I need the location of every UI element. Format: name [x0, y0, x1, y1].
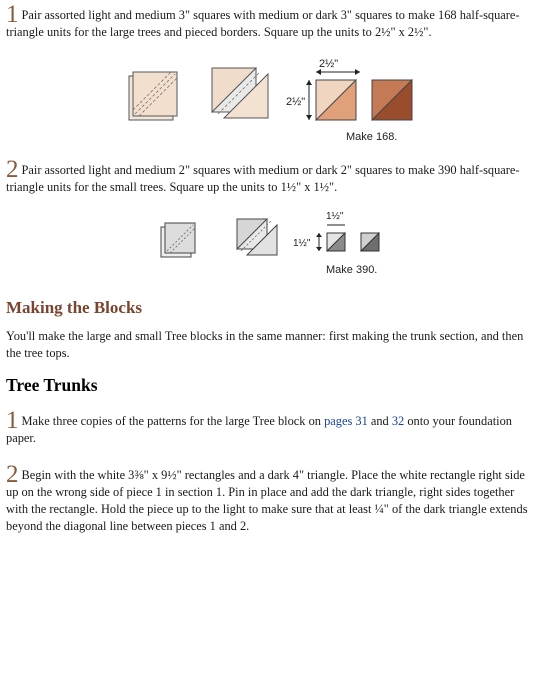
step-number: 1	[6, 1, 19, 28]
step-text-before: Make three copies of the patterns for the large Tree block on	[21, 414, 325, 428]
figure-half-square-triangles-small	[155, 215, 395, 265]
step-text: Begin with the white 3⅜" x 9½" rectangles and a dark 4" triangle. Place the white rectangle right side up on the wrong side of piece 1 in section 1. Pin in place and add the dark triangle, right sides together with the rectangle. Hold the piece up to the light to make sure that at least ¼" of the dark triangle extends beyond the diagonal line between pieces 1 and 2.	[6, 468, 528, 533]
small-make-count-label: Make 390.	[326, 264, 378, 276]
small-finished-unit-1	[327, 233, 345, 251]
finished-unit-dark	[372, 80, 412, 120]
section-heading-making-blocks: Making the Blocks	[6, 298, 143, 317]
section-heading-tree-trunks: Tree Trunks	[6, 375, 98, 395]
page-32-link[interactable]: 32	[391, 414, 405, 428]
making-blocks-paragraph: You'll make the large and small Tree blocks in the same manner: first making the trunk section, and then the tree tops.	[6, 329, 524, 360]
step-text: Pair assorted light and medium 2" squares with medium or dark 2" squares to make 390 half-square-triangle units for the small trees. Square up the units to 1½" x 1½".	[6, 163, 520, 194]
cut-small-squares	[237, 219, 277, 255]
pages-31-link[interactable]: pages 31	[324, 414, 368, 428]
step-2-paragraph	[6, 156, 528, 196]
cut-squares	[212, 68, 268, 118]
step-number: 2	[6, 156, 19, 183]
size-label-top: 2½"	[319, 58, 339, 70]
step-1-paragraph	[6, 1, 528, 41]
small-finished-unit-2	[361, 233, 379, 251]
tree-trunks-step-1	[6, 407, 528, 447]
step-number: 1	[6, 407, 19, 434]
paired-squares	[129, 72, 177, 120]
step-text-after: onto your foundation paper.	[6, 414, 512, 445]
small-size-label-top: 1½"	[326, 211, 344, 222]
small-size-label-side: 1½"	[293, 238, 311, 249]
step-text-mid: and	[367, 414, 392, 428]
step-number: 2	[6, 461, 19, 488]
size-label-side: 2½"	[286, 96, 306, 108]
make-count-label: Make 168.	[346, 131, 398, 143]
finished-unit-medium	[316, 80, 356, 120]
step-text: Pair assorted light and medium 3" squares with medium or dark 3" squares to make 168 half-square-triangle units for the large trees and pieced borders. Square up the units to 2½" x 2½".	[6, 8, 520, 39]
paired-small-squares	[161, 223, 195, 257]
tree-trunks-step-2	[6, 461, 528, 535]
